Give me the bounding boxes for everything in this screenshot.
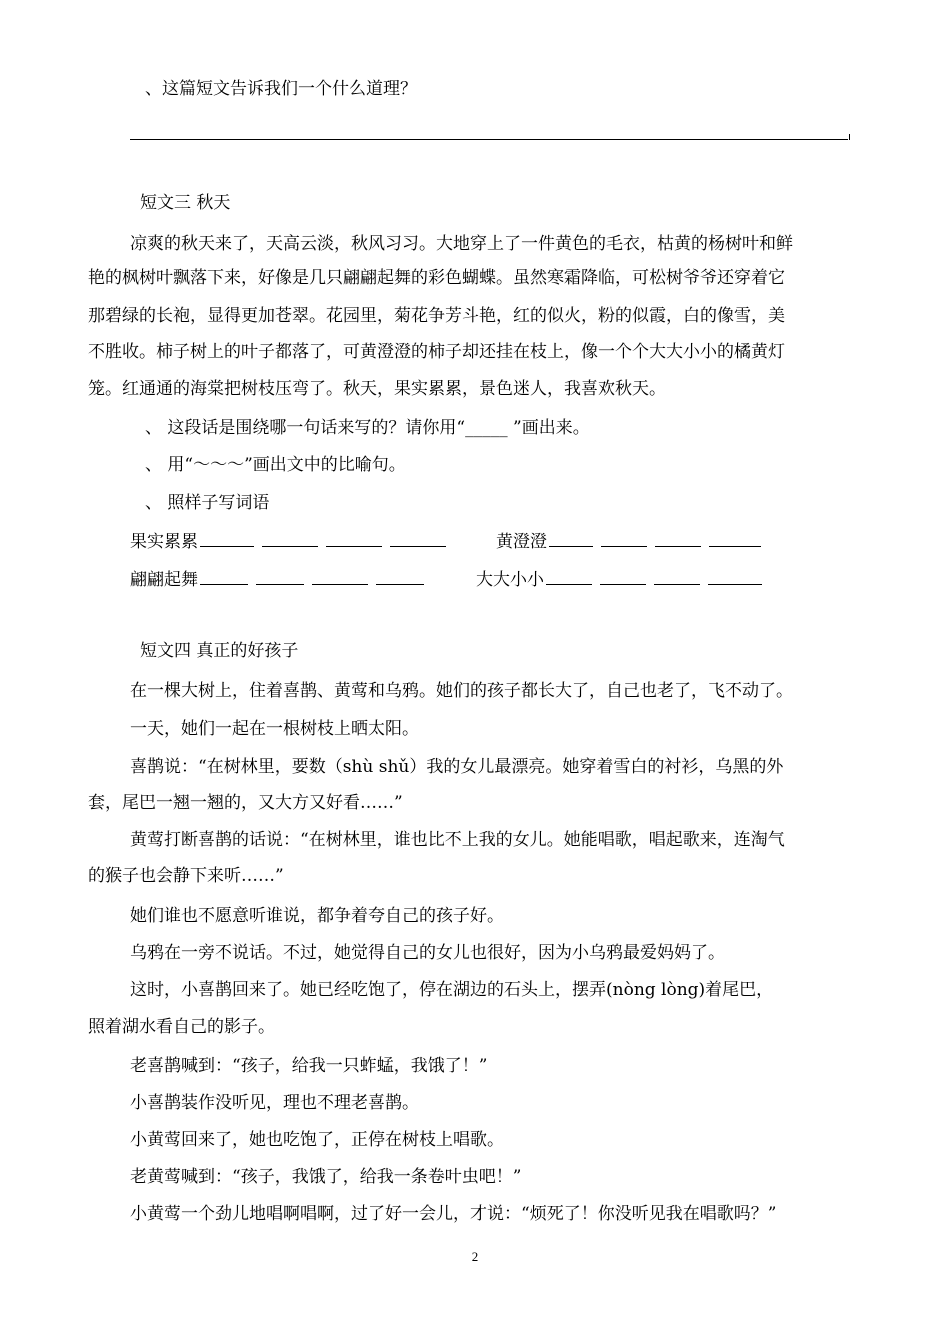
- story4-line-13: 小黄莺回来了，她也吃饱了，正停在树枝上唱歌。: [130, 1130, 504, 1150]
- story3-question-1: 、 这段话是围绕哪一句话来写的？请你用“_____ ”画出来。: [145, 418, 590, 438]
- blank[interactable]: [601, 530, 647, 547]
- word-row-1-left: [130, 530, 454, 553]
- story3-line-4: 不胜收。柿子树上的叶子都落了，可黄澄澄的柿子却还挂在枝上，像一个个大大小小的橘黄灯: [88, 342, 785, 362]
- blank[interactable]: [654, 568, 700, 585]
- story4-line-7: 她们谁也不愿意听谁说，都争着夸自己的孩子好。: [130, 906, 504, 926]
- question-moral: 、这篇短文告诉我们一个什么道理？: [145, 79, 417, 99]
- word-row-2-left: [130, 568, 432, 591]
- blank[interactable]: [326, 530, 382, 547]
- blank[interactable]: [600, 568, 646, 585]
- blank[interactable]: [390, 530, 446, 547]
- blank[interactable]: [655, 530, 701, 547]
- blank[interactable]: [549, 530, 593, 547]
- story4-line-12: 小喜鹊装作没听见，理也不理老喜鹊。: [130, 1093, 419, 1113]
- example-word-guoshileilei: 果实累累: [130, 532, 198, 552]
- story4-line-5: 黄莺打断喜鹊的话说：“在树林里，谁也比不上我的女儿。她能唱歌，唱起歌来，连淘气: [130, 830, 785, 850]
- answer-line: [130, 139, 848, 140]
- story4-line-1: 在一棵大树上，住着喜鹊、黄莺和乌鸦。她们的孩子都长大了，自己也老了，飞不动了。: [130, 681, 793, 701]
- story3-line-5: 笼。红通通的海棠把树枝压弯了。秋天，果实累累，景色迷人，我喜欢秋天。: [88, 379, 666, 399]
- story4-title: 短文四 真正的好孩子: [140, 641, 299, 661]
- blank[interactable]: [200, 568, 248, 585]
- story3-line-1: 凉爽的秋天来了，天高云淡，秋风习习。大地穿上了一件黄色的毛衣，枯黄的杨树叶和鲜: [130, 234, 793, 254]
- blank[interactable]: [262, 530, 318, 547]
- story3-question-3: 、 照样子写词语: [145, 493, 270, 513]
- story4-line-8: 乌鸦在一旁不说话。不过，她觉得自己的女儿也很好，因为小乌鸦最爱妈妈了。: [130, 943, 725, 963]
- blank[interactable]: [546, 568, 592, 585]
- story4-line-9: 这时，小喜鹊回来了。她已经吃饱了，停在湖边的石头上，摆弄(nòng lòng)着尾巴，: [130, 980, 774, 1000]
- story4-line-2: 一天，她们一起在一根树枝上晒太阳。: [130, 719, 419, 739]
- page-number: 2: [471, 1249, 479, 1264]
- blank[interactable]: [376, 568, 424, 585]
- story4-line-4: 套，尾巴一翘一翘的，又大方又好看……”: [88, 793, 403, 813]
- story4-line-14: 老黄莺喊到：“孩子，我饿了，给我一条卷叶虫吧！”: [130, 1167, 522, 1187]
- story3-question-2: 、 用“～～～”画出文中的比喻句。: [145, 455, 406, 475]
- word-row-2-right: [476, 568, 770, 591]
- example-word-pianpianqiwu: 翩翩起舞: [130, 570, 198, 590]
- example-word-huangdengdeng: 黄澄澄: [496, 532, 547, 552]
- story4-line-3: 喜鹊说：“在树林里，要数（shù shǔ）我的女儿最漂亮。她穿着雪白的衬衫，乌黑的外: [130, 757, 784, 777]
- story4-line-11: 老喜鹊喊到：“孩子，给我一只蚱蜢，我饿了！”: [130, 1056, 488, 1076]
- blank[interactable]: [256, 568, 304, 585]
- blank[interactable]: [708, 568, 762, 585]
- story3-line-2: 艳的枫树叶飘落下来，好像是几只翩翩起舞的彩色蝴蝶。虽然寒霜降临，可松树爷爷还穿着它: [88, 268, 785, 288]
- story4-line-15: 小黄莺一个劲儿地唱啊唱啊，过了好一会儿，才说：“烦死了！你没听见我在唱歌吗？”: [130, 1204, 777, 1224]
- story3-line-3: 那碧绿的长袍，显得更加苍翠。花园里，菊花争芳斗艳，红的似火，粉的似霞，白的像雪，美: [88, 306, 785, 326]
- story4-line-6: 的猴子也会静下来听……”: [88, 866, 284, 886]
- blank[interactable]: [312, 568, 368, 585]
- example-word-dadaxiaoxiao: 大大小小: [476, 570, 544, 590]
- story3-title: 短文三 秋天: [140, 193, 231, 213]
- blank[interactable]: [709, 530, 761, 547]
- story4-line-10: 照着湖水看自己的影子。: [88, 1017, 275, 1037]
- blank[interactable]: [200, 530, 254, 547]
- word-row-1-right: [496, 530, 769, 553]
